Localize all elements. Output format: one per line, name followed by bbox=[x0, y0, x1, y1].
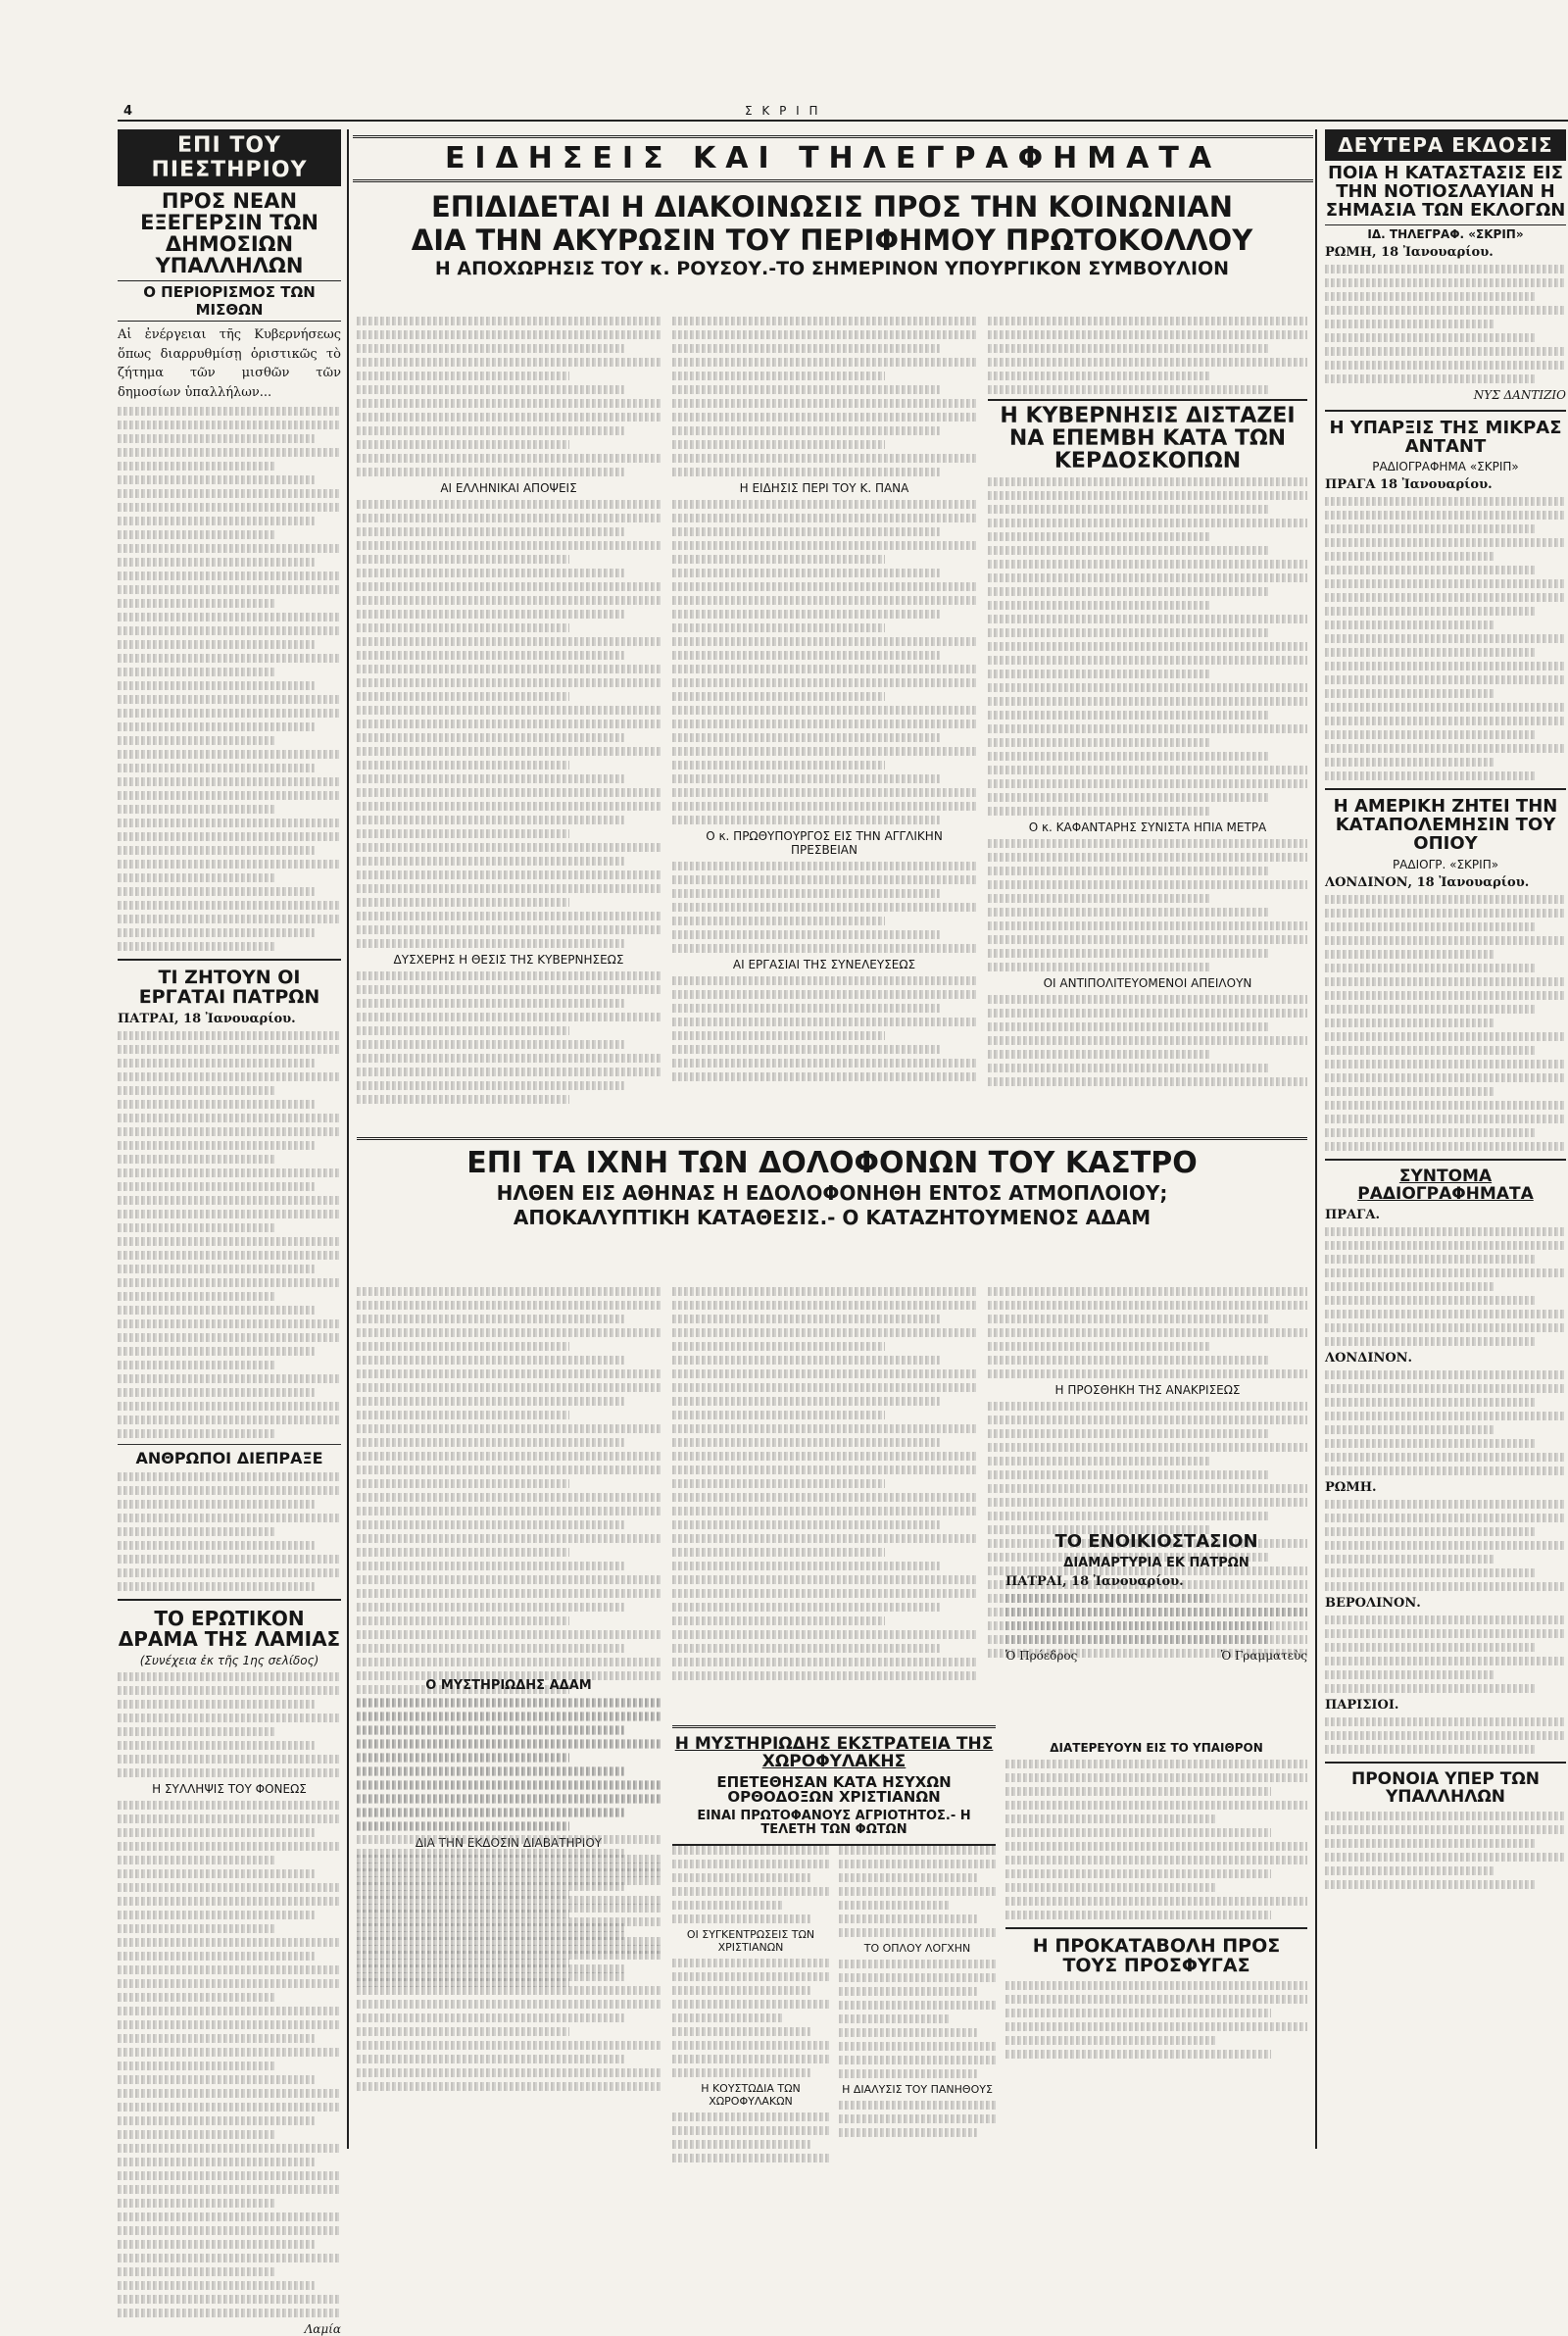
center-headline-speculators: Η ΚΥΒΕΡΝΗΣΙΣ ΔΙΣΤΑΖΕΙ ΝΑ ΕΠΕΜΒΗ ΚΑΤΑ ΤΩΝ ΚΕΡΔΟΣΚΟΠΩΝ bbox=[988, 399, 1307, 472]
center-col1-body-1 bbox=[357, 317, 661, 476]
right-tag-telegram: ΙΔ. ΤΗΛΕΓΡΑΦ. «ΣΚΡΙΠ» bbox=[1325, 224, 1566, 241]
right-body-5 bbox=[1325, 1812, 1566, 1889]
refugees-body bbox=[1005, 1981, 1307, 2059]
right-body-2 bbox=[1325, 497, 1566, 780]
right-tag-radiogram-2: ΡΑΔΙΟΓΡ. «ΣΚΡΙΠ» bbox=[1392, 858, 1499, 872]
page-header-bar bbox=[118, 106, 1568, 122]
liturgy-subhead-dispersal: Η ΔΙΑΛΥΣΙΣ ΤΟΥ ΠΑΝΗΘΟΥΣ bbox=[842, 2083, 993, 2096]
liturgy-body-3 bbox=[672, 2112, 829, 2162]
liturgy-col-1 bbox=[672, 1841, 829, 2145]
right-headline-employees: ΠΡΟΝΟΙΑ ΥΠΕΡ ΤΩΝ ΥΠΑΛΛΗΛΩΝ bbox=[1350, 1768, 1541, 1807]
left-headline-small: ΑΝΘΡΩΠΟΙ ΔΙΕΠΡΑΞΕ bbox=[135, 1449, 323, 1468]
right-dl-paris: ΠΑΡΙΣΙΟΙ. bbox=[1325, 1697, 1399, 1713]
castro-col-2 bbox=[672, 1282, 976, 1714]
right-dl-prague: ΠΡΑΓΑ. bbox=[1325, 1207, 1380, 1222]
center-col-2 bbox=[672, 312, 976, 1145]
castro-headlines bbox=[357, 1137, 1307, 1232]
right-headline-short-radiograms: ΣΥΝΤΟΜΑ ΡΑΔΙΟΓΡΑΦΗΜΑΤΑ bbox=[1357, 1167, 1534, 1204]
right-body-4d bbox=[1325, 1615, 1566, 1693]
liturgy-body-1 bbox=[672, 1846, 829, 1923]
headline-refugees: Η ΠΡΟΚΑΤΑΒΟΛΗ ΠΡΟΣ ΤΟΥΣ ΠΡΟΣΦΥΓΑΣ bbox=[1032, 1935, 1281, 1976]
liturgy-body-5 bbox=[839, 1960, 996, 2078]
renters-body bbox=[1005, 1594, 1307, 1644]
liturgy-body-6 bbox=[839, 2101, 996, 2137]
center-col1-body-3 bbox=[357, 971, 661, 1104]
center-col3-body-4 bbox=[988, 995, 1307, 1086]
page-number: 4 bbox=[123, 104, 133, 119]
castro-headline-1: ΕΠΙ ΤΑ ΙΧΝΗ ΤΩΝ ΔΟΛΟΦΟΝΩΝ ΤΟΥ ΚΑΣΤΡΟ bbox=[466, 1146, 1198, 1180]
left-article-body-5 bbox=[118, 1801, 341, 2317]
column-rule-left bbox=[347, 129, 349, 2149]
liturgy-col-2 bbox=[839, 1841, 996, 2145]
lead-headline-1: ΕΠΙΔΙΔΕΤΑΙ Η ΔΙΑΚΟΙΝΩΣΙΣ ΠΡΟΣ ΤΗΝ ΚΟΙΝΩΝΙΑΝ bbox=[431, 190, 1233, 224]
left-signature: Λαμία bbox=[304, 2321, 341, 2336]
center-lead-headlines bbox=[357, 188, 1307, 283]
lead-headline-3: Η ΑΠΟΧΩΡΗΣΙΣ ΤΟΥ κ. ΡΟΥΣΟΥ.-ΤΟ ΣΗΜΕΡΙΝΟΝ ΥΠΟΥΡΓΙΚΟΝ ΣΥΜΒΟΥΛΙΟΝ bbox=[434, 257, 1230, 279]
left-subhead-arrest: Η ΣΥΛΛΗΨΙΣ ΤΟΥ ΦΟΝΕΩΣ bbox=[152, 1781, 307, 1796]
liturgy-headlines bbox=[672, 1725, 996, 1846]
right-body-1 bbox=[1325, 265, 1566, 383]
center-subhead-pm-embassy: Ο κ. ΠΡΩΘΥΠΟΥΡΓΟΣ ΕΙΣ ΤΗΝ ΑΓΓΛΙΚΗΝ ΠΡΕΣΒΕΙΑΝ bbox=[706, 829, 943, 857]
renters-dateline: ΠΑΤΡΑΙ, 18 Ἰανουαρίου. bbox=[1005, 1573, 1184, 1589]
left-lead-text: Αἱ ἐνέργειαι τῆς Κυβερνήσεως ὅπως διαρρυθμίσῃ ὁριστικῶς τὸ ζήτημα τῶν μισθῶν τῶν δημοσίων ὑπαλλήλων... bbox=[118, 327, 341, 400]
left-headline-workers: ΤΙ ΖΗΤΟΥΝ ΟΙ ΕΡΓΑΤΑΙ ΠΑΤΡΩΝ bbox=[138, 967, 320, 1009]
center-col3-body-3 bbox=[988, 839, 1307, 971]
castro-subhead-adam: Ο ΜΥΣΤΗΡΙΩΔΗΣ ΑΔΑΜ bbox=[425, 1678, 592, 1693]
right-body-3 bbox=[1325, 895, 1566, 1151]
right-body-4c bbox=[1325, 1500, 1566, 1591]
center-col2-body-4 bbox=[672, 976, 976, 1081]
castro-headline-2: ΗΛΘΕΝ ΕΙΣ ΑΘΗΝΑΣ Η ΕΔΟΛΟΦΟΝΗΘΗ ΕΝΤΟΣ ΑΤΜΟΠΛΟΙΟΥ; bbox=[496, 1180, 1168, 1205]
left-article-body-1 bbox=[118, 407, 341, 951]
center-lower-right bbox=[1005, 1737, 1307, 2149]
right-headline-yugoslavia: ΠΟΙΑ Η ΚΑΤΑΣΤΑΣΙΣ ΕΙΣ ΤΗΝ ΝΟΤΙΟΣΛΑΥΙΑΝ Η ΣΗΜΑΣΙΑ ΤΩΝ ΕΚΛΟΓΩΝ bbox=[1325, 163, 1566, 221]
center-subhead-difficult-position: ΔΥΣΧΕΡΗΣ Η ΘΕΣΙΣ ΤΗΣ ΚΥΒΕΡΝΗΣΕΩΣ bbox=[393, 953, 624, 967]
castro-subhead-passport: ΔΙΑ ΤΗΝ ΕΚΔΟΣΙΝ ΔΙΑΒΑΤΗΡΙΟΥ bbox=[415, 1836, 603, 1850]
right-body-4e bbox=[1325, 1717, 1566, 1754]
center-subhead-pana: Η ΕΙΔΗΣΙΣ ΠΕΡΙ ΤΟΥ Κ. ΠΑΝΑ bbox=[739, 481, 909, 495]
right-headline-entente: Η ΥΠΑΡΞΙΣ ΤΗΣ ΜΙΚΡΑΣ ΑΝΤΑΝΤ bbox=[1329, 417, 1562, 457]
lead-headline-2: ΔΙΑ ΤΗΝ ΑΚΥΡΩΣΙΝ ΤΟΥ ΠΕΡΙΦΗΜΟΥ ΠΡΩΤΟΚΟΛΛΟΥ bbox=[411, 224, 1253, 258]
right-banner: ΔΕΥΤΕΡΑ ΕΚΔΟΣΙΣ bbox=[1325, 129, 1566, 161]
adam-body bbox=[357, 1698, 661, 2091]
right-dl-berlin: ΒΕΡΟΛΙΝΟΝ. bbox=[1325, 1595, 1421, 1611]
liturgy-headline-2: ΕΠΕΤΕΘΗΣΑΝ ΚΑΤΑ ΗΣΥΧΩΝ ΟΡΘΟΔΟΞΩΝ ΧΡΙΣΤΙΑΝΩΝ bbox=[716, 1772, 952, 1807]
liturgy-body-4 bbox=[839, 1846, 996, 1937]
center-col2-body-1 bbox=[672, 317, 976, 476]
left-dateline-patras: ΠΑΤΡΑΙ, 18 Ἰανουαρίου. bbox=[118, 1012, 296, 1027]
renters-sig-president: Ὁ Πρόεδρος bbox=[1005, 1648, 1078, 1663]
liturgy-headline-3: ΕΙΝΑΙ ΠΡΩΤΟΦΑΝΟΥΣ ΑΓΡΙΟΤΗΤΟΣ.- Η ΤΕΛΕΤΗ ΤΩΝ ΦΩΤΩΝ bbox=[697, 1809, 971, 1837]
liturgy-subhead-bayonet: ΤΟ ΟΠΛΟΥ ΛΟΓΧΗΝ bbox=[863, 1942, 971, 1955]
right-dateline-prague: ΠΡΑΓΑ 18 Ἰανουαρίου. bbox=[1325, 477, 1493, 493]
renters-box bbox=[1005, 1529, 1307, 1725]
center-subhead-opposition: ΟΙ ΑΝΤΙΠΟΛΙΤΕΥΟΜΕΝΟΙ ΑΠΕΙΛΟΥΝ bbox=[1043, 976, 1252, 991]
subhead-outdoor: ΔΙΑΤΕΡΕΥΟΥΝ ΕΙΣ ΤΟ ΥΠΑΙΘΡΟΝ bbox=[1050, 1741, 1263, 1755]
renters-signatures bbox=[1005, 1649, 1307, 1663]
liturgy-body-2 bbox=[672, 1959, 829, 2077]
right-body-4b bbox=[1325, 1370, 1566, 1475]
left-continued-note: (Συνέχεια ἐκ τῆς 1ης σελίδος) bbox=[139, 1653, 319, 1667]
right-dateline-london: ΛΟΝΔΙΝΟΝ, 18 Ἰανουαρίου. bbox=[1325, 875, 1530, 891]
adam-col bbox=[357, 1674, 661, 2145]
right-dl-rome: ΡΩΜΗ. bbox=[1325, 1479, 1377, 1495]
right-dateline-rome: ΡΩΜΗ, 18 Ἰανουαρίου. bbox=[1325, 244, 1494, 260]
outdoor-body bbox=[1005, 1760, 1307, 1919]
castro-subhead-investigation: Η ΠΡΟΣΘΗΚΗ ΤΗΣ ΑΝΑΚΡΙΣΕΩΣ bbox=[1054, 1383, 1241, 1397]
center-subhead-greek-views: ΑΙ ΕΛΛΗΝΙΚΑΙ ΑΠΟΨΕΙΣ bbox=[440, 481, 577, 495]
left-subhead-salaries: Ο ΠΕΡΙΟΡΙΣΜΟΣ ΤΩΝ ΜΙΣΘΩΝ bbox=[118, 280, 341, 322]
paper-name: Σ Κ Ρ Ι Π bbox=[745, 104, 821, 118]
headline-renters: ΤΟ ΕΝΟΙΚΙΟΣΤΑΣΙΟΝ bbox=[1054, 1531, 1258, 1552]
right-tag-radiogram: ΡΑΔΙΟΓΡΑΦΗΜΑ «ΣΚΡΙΠ» bbox=[1372, 460, 1519, 474]
right-body-4a bbox=[1325, 1227, 1566, 1346]
left-article-body-4 bbox=[118, 1672, 341, 1777]
right-signature-1: ΝΥΣ ΔΑΝΤΙΖΙΟ bbox=[1473, 387, 1566, 402]
left-column bbox=[118, 129, 341, 2336]
left-headline-lamia-drama: ΤΟ ΕΡΩΤΙΚΟΝ ΔΡΑΜΑ ΤΗΣ ΛΑΜΙΑΣ bbox=[118, 1606, 341, 1651]
left-article-body-3 bbox=[118, 1472, 341, 1591]
center-col3-body-2 bbox=[988, 477, 1307, 816]
center-col2-body-2 bbox=[672, 500, 976, 824]
center-col1-body-2 bbox=[357, 500, 661, 948]
center-subhead-kafantaris: Ο κ. ΚΑΦΑΝΤΑΡΗΣ ΣΥΝΙΣΤΑ ΗΠΙΑ ΜΕΤΡΑ bbox=[1028, 820, 1267, 835]
column-rule-right bbox=[1315, 129, 1317, 2149]
liturgy-headline-1: Η ΜΥΣΤΗΡΙΩΔΗΣ ΕΚΣΤΡΑΤΕΙΑ ΤΗΣ ΧΩΡΟΦΥΛΑΚΗΣ bbox=[674, 1734, 994, 1771]
liturgy-subhead-gatherings: ΟΙ ΣΥΓΚΕΝΤΡΩΣΕΙΣ ΤΩΝ ΧΡΙΣΤΙΑΝΩΝ bbox=[686, 1928, 815, 1954]
right-dl-london: ΛΟΝΔΙΝΟΝ. bbox=[1325, 1350, 1413, 1366]
subhead-renters-protest: ΔΙΑΜΑΡΤΥΡΙΑ ΕΚ ΠΑΤΡΩΝ bbox=[1063, 1555, 1250, 1570]
right-headline-opium: Η ΑΜΕΡΙΚΗ ΖΗΤΕΙ ΤΗΝ ΚΑΤΑΠΟΛΕΜΗΣΙΝ ΤΟΥ ΟΠΙΟΥ bbox=[1333, 796, 1558, 855]
center-subhead-assembly: ΑΙ ΕΡΓΑΣΙΑΙ ΤΗΣ ΣΥΝΕΛΕΥΣΕΩΣ bbox=[732, 958, 916, 971]
center-col2-body-3 bbox=[672, 862, 976, 953]
renters-sig-secretary: Ὁ Γραμματεὺς bbox=[1220, 1648, 1307, 1663]
center-col-3 bbox=[988, 312, 1307, 1145]
center-masthead bbox=[353, 135, 1313, 182]
left-headline-strike: ΠΡΟΣ ΝΕΑΝ ΕΞΕΓΕΡΣΙΝ ΤΩΝ ΔΗΜΟΣΙΩΝ ΥΠΑΛΛΗΛΩΝ bbox=[140, 189, 318, 278]
center-col-1 bbox=[357, 312, 661, 1145]
masthead-title: ΕΙΔΗΣΕΙΣ ΚΑΙ ΤΗΛΕΓΡΑΦΗΜΑΤΑ bbox=[444, 141, 1222, 175]
left-article-body-2 bbox=[118, 1031, 341, 1438]
right-column bbox=[1325, 129, 1566, 2149]
newspaper-page bbox=[118, 104, 1568, 2336]
liturgy-subhead-custody: Η ΚΟΥΣΤΩΔΙΑ ΤΩΝ ΧΩΡΟΦΥΛΑΚΩΝ bbox=[701, 2082, 801, 2108]
left-banner: ΕΠΙ ΤΟΥ ΠΙΕΣΤΗΡΙΟΥ bbox=[118, 129, 341, 186]
castro-body-3 bbox=[672, 1287, 976, 1680]
center-col3-body-1 bbox=[988, 317, 1307, 394]
castro-body-4 bbox=[988, 1287, 1307, 1378]
castro-headline-3: ΑΠΟΚΑΛΥΠΤΙΚΗ ΚΑΤΑΘΕΣΙΣ.- Ο ΚΑΤΑΖΗΤΟΥΜΕΝΟΣ ΑΔΑΜ bbox=[513, 1205, 1152, 1229]
